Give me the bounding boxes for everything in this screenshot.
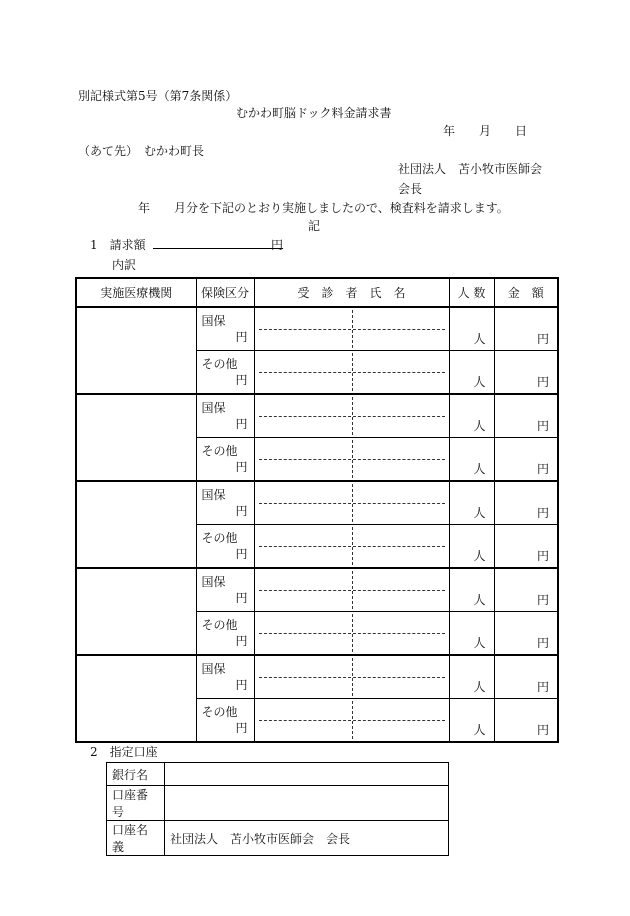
insurance-cell: その他 円 [196, 351, 254, 395]
amount-cell[interactable]: 円 [494, 351, 558, 395]
claim-amount-unit: 円 [271, 238, 284, 252]
people-cell[interactable]: 人 [449, 307, 494, 351]
ki-heading: 記 [308, 219, 321, 233]
insurance-cell: 国保 円 [196, 655, 254, 699]
amount-cell[interactable]: 円 [494, 525, 558, 569]
patient-name-cell[interactable] [254, 568, 449, 612]
people-cell[interactable]: 人 [449, 351, 494, 395]
people-cell[interactable]: 人 [449, 481, 494, 525]
organization-name: 社団法人 苫小牧市医師会 [398, 162, 543, 176]
patient-name-cell[interactable] [254, 481, 449, 525]
people-cell[interactable]: 人 [449, 699, 494, 743]
table-row [76, 307, 558, 351]
patient-name-cell[interactable] [254, 394, 449, 438]
insurance-cell: 国保 円 [196, 481, 254, 525]
amount-cell[interactable]: 円 [494, 481, 558, 525]
amount-cell[interactable]: 円 [494, 438, 558, 482]
amount-cell[interactable]: 円 [494, 568, 558, 612]
document-title: むかわ町脳ドック料金請求書 [236, 106, 392, 120]
people-cell[interactable]: 人 [449, 438, 494, 482]
header-people: 人 数 [449, 278, 494, 307]
insurance-cell: その他 円 [196, 438, 254, 482]
patient-name-cell[interactable] [254, 525, 449, 569]
table-header-row [76, 278, 558, 307]
header-patient-name: 受 診 者 氏 名 [254, 278, 449, 307]
institution-cell[interactable] [76, 568, 196, 655]
breakdown-label: 内訳 [112, 258, 137, 272]
bank-name-label: 銀行名 [107, 763, 165, 786]
patient-name-cell[interactable] [254, 612, 449, 656]
institution-cell[interactable] [76, 394, 196, 481]
header-insurance: 保険区分 [196, 278, 254, 307]
table-row [107, 821, 449, 856]
people-cell[interactable]: 人 [449, 612, 494, 656]
insurance-cell: その他 円 [196, 612, 254, 656]
people-cell[interactable]: 人 [449, 394, 494, 438]
account-holder-label: 口座名義 [107, 821, 165, 856]
patient-name-cell[interactable] [254, 655, 449, 699]
claim-amount-line[interactable] [153, 248, 283, 249]
table-row [107, 763, 449, 786]
header-amount: 金 額 [494, 278, 558, 307]
table-row [107, 786, 449, 821]
claim-amount-label: 1 請求額 [90, 238, 146, 252]
table-row [76, 568, 558, 612]
designated-account-label: 2 指定口座 [90, 745, 158, 759]
account-number-label: 口座番号 [107, 786, 165, 821]
insurance-cell: 国保 円 [196, 568, 254, 612]
account-holder-field[interactable]: 社団法人 苫小牧市医師会 会長 [165, 821, 449, 856]
amount-cell[interactable]: 円 [494, 307, 558, 351]
account-number-field[interactable] [165, 786, 449, 821]
breakdown-table [75, 277, 559, 743]
header-institution: 実施医療機関 [76, 278, 196, 307]
people-cell[interactable]: 人 [449, 568, 494, 612]
insurance-cell: 国保 円 [196, 394, 254, 438]
patient-name-cell[interactable] [254, 699, 449, 743]
amount-cell[interactable]: 円 [494, 699, 558, 743]
addressee: （あて先） むかわ町長 [78, 144, 205, 158]
organization-title: 会長 [398, 182, 423, 196]
statement: 年 月分を下記のとおり実施しましたので、検査料を請求します。 [138, 201, 509, 215]
patient-name-cell[interactable] [254, 438, 449, 482]
amount-cell[interactable]: 円 [494, 394, 558, 438]
date-line: 年 月 日 [443, 124, 528, 138]
table-row [76, 655, 558, 699]
people-cell[interactable]: 人 [449, 655, 494, 699]
amount-cell[interactable]: 円 [494, 612, 558, 656]
patient-name-cell[interactable] [254, 351, 449, 395]
table-row [76, 481, 558, 525]
insurance-cell: その他 円 [196, 525, 254, 569]
patient-name-cell[interactable] [254, 307, 449, 351]
form-reference: 別記様式第5号（第7条関係） [78, 89, 238, 103]
table-row [76, 394, 558, 438]
amount-cell[interactable]: 円 [494, 655, 558, 699]
insurance-cell: その他 円 [196, 699, 254, 743]
people-cell[interactable]: 人 [449, 525, 494, 569]
bank-account-table [106, 762, 449, 856]
institution-cell[interactable] [76, 307, 196, 394]
institution-cell[interactable] [76, 481, 196, 568]
institution-cell[interactable] [76, 655, 196, 742]
insurance-cell: 国保 円 [196, 307, 254, 351]
bank-name-field[interactable] [165, 763, 449, 786]
